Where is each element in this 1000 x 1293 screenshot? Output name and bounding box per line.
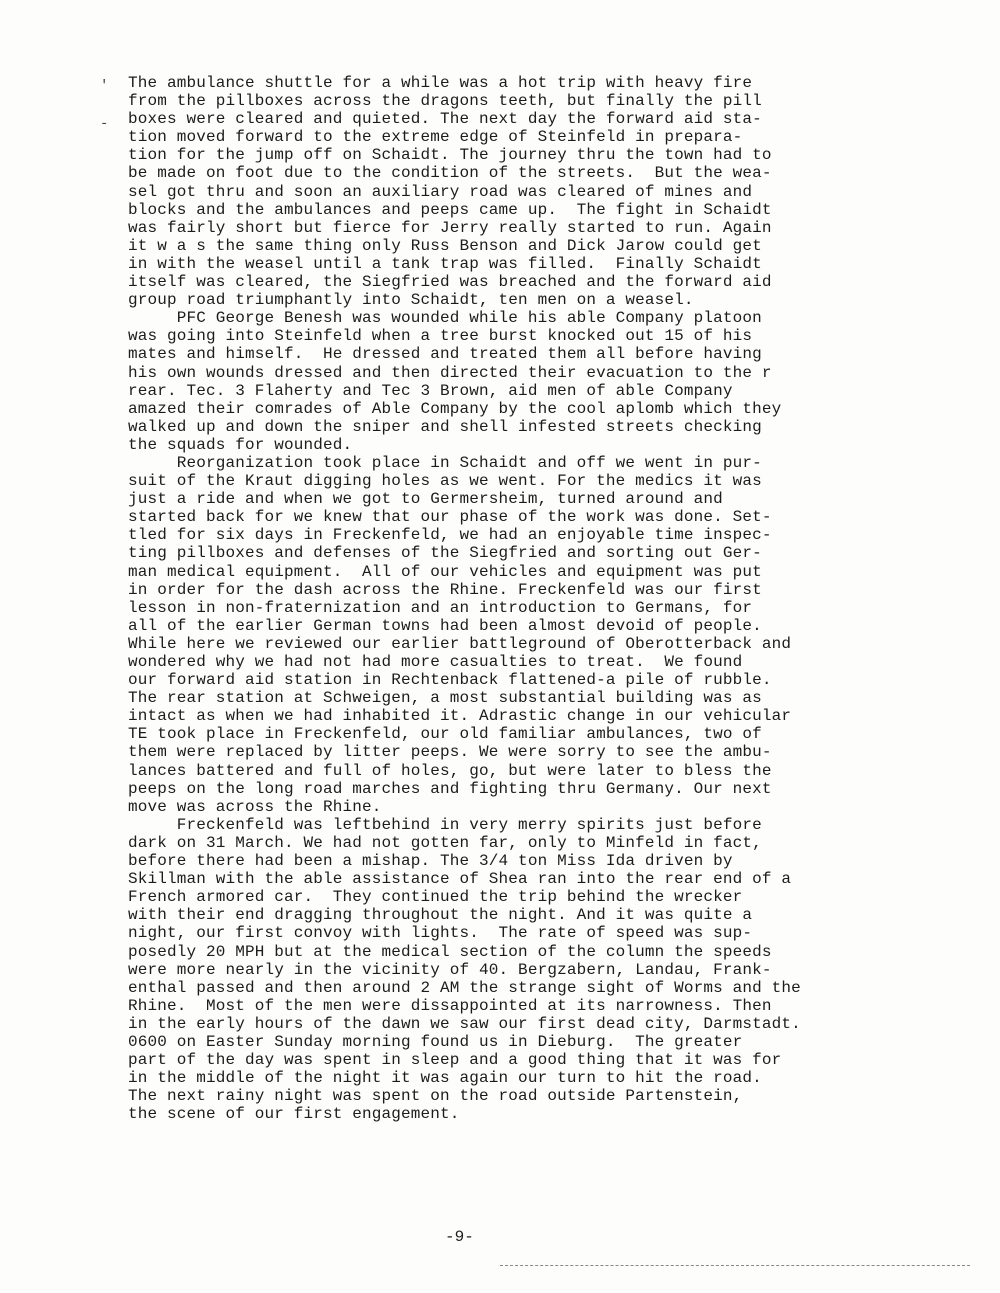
text-line: be made on foot due to the condition of the streets. But the wea- [128, 164, 772, 183]
text-line: The next rainy night was spent on the road outside Partenstein, [128, 1087, 743, 1106]
margin-mark: - [100, 116, 109, 132]
text-line: part of the day was spent in sleep and a good thing that it was for [128, 1051, 782, 1070]
text-line: just a ride and when we got to Germersheim, turned around and [128, 490, 723, 509]
text-line: tion for the jump off on Schaidt. The journey thru the town had to [128, 146, 772, 165]
page-number: -9- [445, 1228, 474, 1246]
text-line: amazed their comrades of Able Company by the cool aplomb which they [128, 399, 782, 418]
text-line: enthal passed and then around 2 AM the strange sight of Worms and the [128, 978, 801, 997]
text-line: While here we reviewed our earlier battleground of Oberotterback and [128, 634, 792, 653]
text-line: 0600 on Easter Sunday morning found us in Dieburg. The greater [128, 1032, 743, 1051]
text-line: lances battered and full of holes, go, but were later to bless the [128, 761, 772, 780]
text-line: the squads for wounded. [128, 435, 353, 454]
text-line: Reorganization took place in Schaidt and off we went in pur- [128, 453, 762, 472]
text-line: French armored car. They continued the trip behind the wrecker [128, 888, 743, 907]
text-line: wondered why we had not had more casualties to treat. We found [128, 653, 743, 671]
text-line: mates and himself. He dressed and treated them all before having [128, 345, 762, 364]
text-line: with their end dragging throughout the night. And it was quite a [128, 906, 753, 925]
text-line: in the early hours of the dawn we saw our first dead city, Darmstadt. [128, 1014, 801, 1033]
text-line: posedly 20 MPH but at the medical section of the column the speeds [128, 942, 772, 961]
text-line: itself was cleared, the Siegfried was breached and the forward aid [128, 273, 772, 292]
text-line: peeps on the long road marches and fighting thru Germany. Our next [128, 779, 772, 798]
margin-mark: ' [100, 78, 109, 94]
text-line: in the middle of the night it was again our turn to hit the road. [128, 1069, 762, 1088]
text-line: in order for the dash across the Rhine. Freckenfeld was our first [128, 580, 762, 599]
text-line: move was across the Rhine. [128, 797, 382, 816]
text-line: his own wounds dressed and then directed their evacuation to the r [128, 363, 772, 382]
text-line: suit of the Kraut digging holes as we went. For the medics it was [128, 472, 762, 491]
text-line: sel got thru and soon an auxiliary road was cleared of mines and [128, 182, 753, 201]
text-line: man medical equipment. All of our vehicles and equipment was put [128, 562, 762, 581]
text-line: dark on 31 March. We had not gotten far, only to Minfeld in fact, [128, 833, 762, 852]
text-line: them were replaced by litter peeps. We were sorry to see the ambu- [128, 743, 772, 762]
text-line: it w a s the same thing only Russ Benson and Dick Jarow could get [128, 236, 762, 255]
text-line: lesson in non-fraternization and an introduction to Germans, for [128, 598, 753, 617]
text-line: boxes were cleared and quieted. The next day the forward aid sta- [128, 110, 762, 129]
text-line: PFC George Benesh was wounded while his able Company platoon [128, 309, 762, 328]
text-line: group road triumphantly into Schaidt, ten men on a weasel. [128, 291, 694, 310]
text-line: TE took place in Freckenfeld, our old familiar ambulances, two of [128, 725, 762, 744]
text-line: walked up and down the sniper and shell infested streets checking [128, 417, 762, 436]
text-line: was fairly short but fierce for Jerry really started to run. Again [128, 218, 772, 237]
text-line: Freckenfeld was leftbehind in very merry spirits just before [128, 815, 762, 834]
text-line: tion moved forward to the extreme edge of Steinfeld in prepara- [128, 128, 743, 147]
text-line: blocks and the ambulances and peeps came up. The fight in Schaidt [128, 200, 772, 219]
text-line: all of the earlier German towns had been almost devoid of people. [128, 616, 762, 635]
text-line: Rhine. Most of the men were dissappointed at its narrowness. Then [128, 996, 772, 1015]
text-line: started back for we knew that our phase of the work was done. Set- [128, 508, 772, 527]
text-line: was going into Steinfeld when a tree burst knocked out 15 of his [128, 327, 753, 346]
text-line: intact as when we had inhabited it. Adrastic change in our vehicular [128, 707, 792, 726]
text-line: in with the weasel until a tank trap was filled. Finally Schaidt [128, 254, 762, 273]
text-line: our forward aid station in Rechtenback flattened-a pile of rubble. [128, 671, 772, 690]
text-line: Skillman with the able assistance of Shea ran into the rear end of a [128, 870, 792, 889]
text-line: tled for six days in Freckenfeld, we had an enjoyable time inspec- [128, 526, 772, 545]
text-line: The rear station at Schweigen, a most substantial building was as [128, 689, 762, 708]
bottom-rule [500, 1265, 970, 1266]
text-line: rear. Tec. 3 Flaherty and Tec 3 Brown, aid men of able Company [128, 381, 733, 400]
text-line: ting pillboxes and defenses of the Siegfried and sorting out Ger- [128, 544, 762, 563]
text-line: night, our first convoy with lights. The rate of speed was sup- [128, 924, 753, 943]
text-line: the scene of our first engagement. [128, 1105, 460, 1124]
text-line: were more nearly in the vicinity of 40. Bergzabern, Landau, Frank- [128, 960, 772, 979]
text-line: The ambulance shuttle for a while was a hot trip with heavy fire [128, 74, 753, 92]
text-line: before there had been a mishap. The 3/4 ton Miss Ida driven by [128, 852, 733, 871]
body-text [128, 74, 928, 1123]
text-line: from the pillboxes across the dragons teeth, but finally the pill [128, 92, 762, 111]
